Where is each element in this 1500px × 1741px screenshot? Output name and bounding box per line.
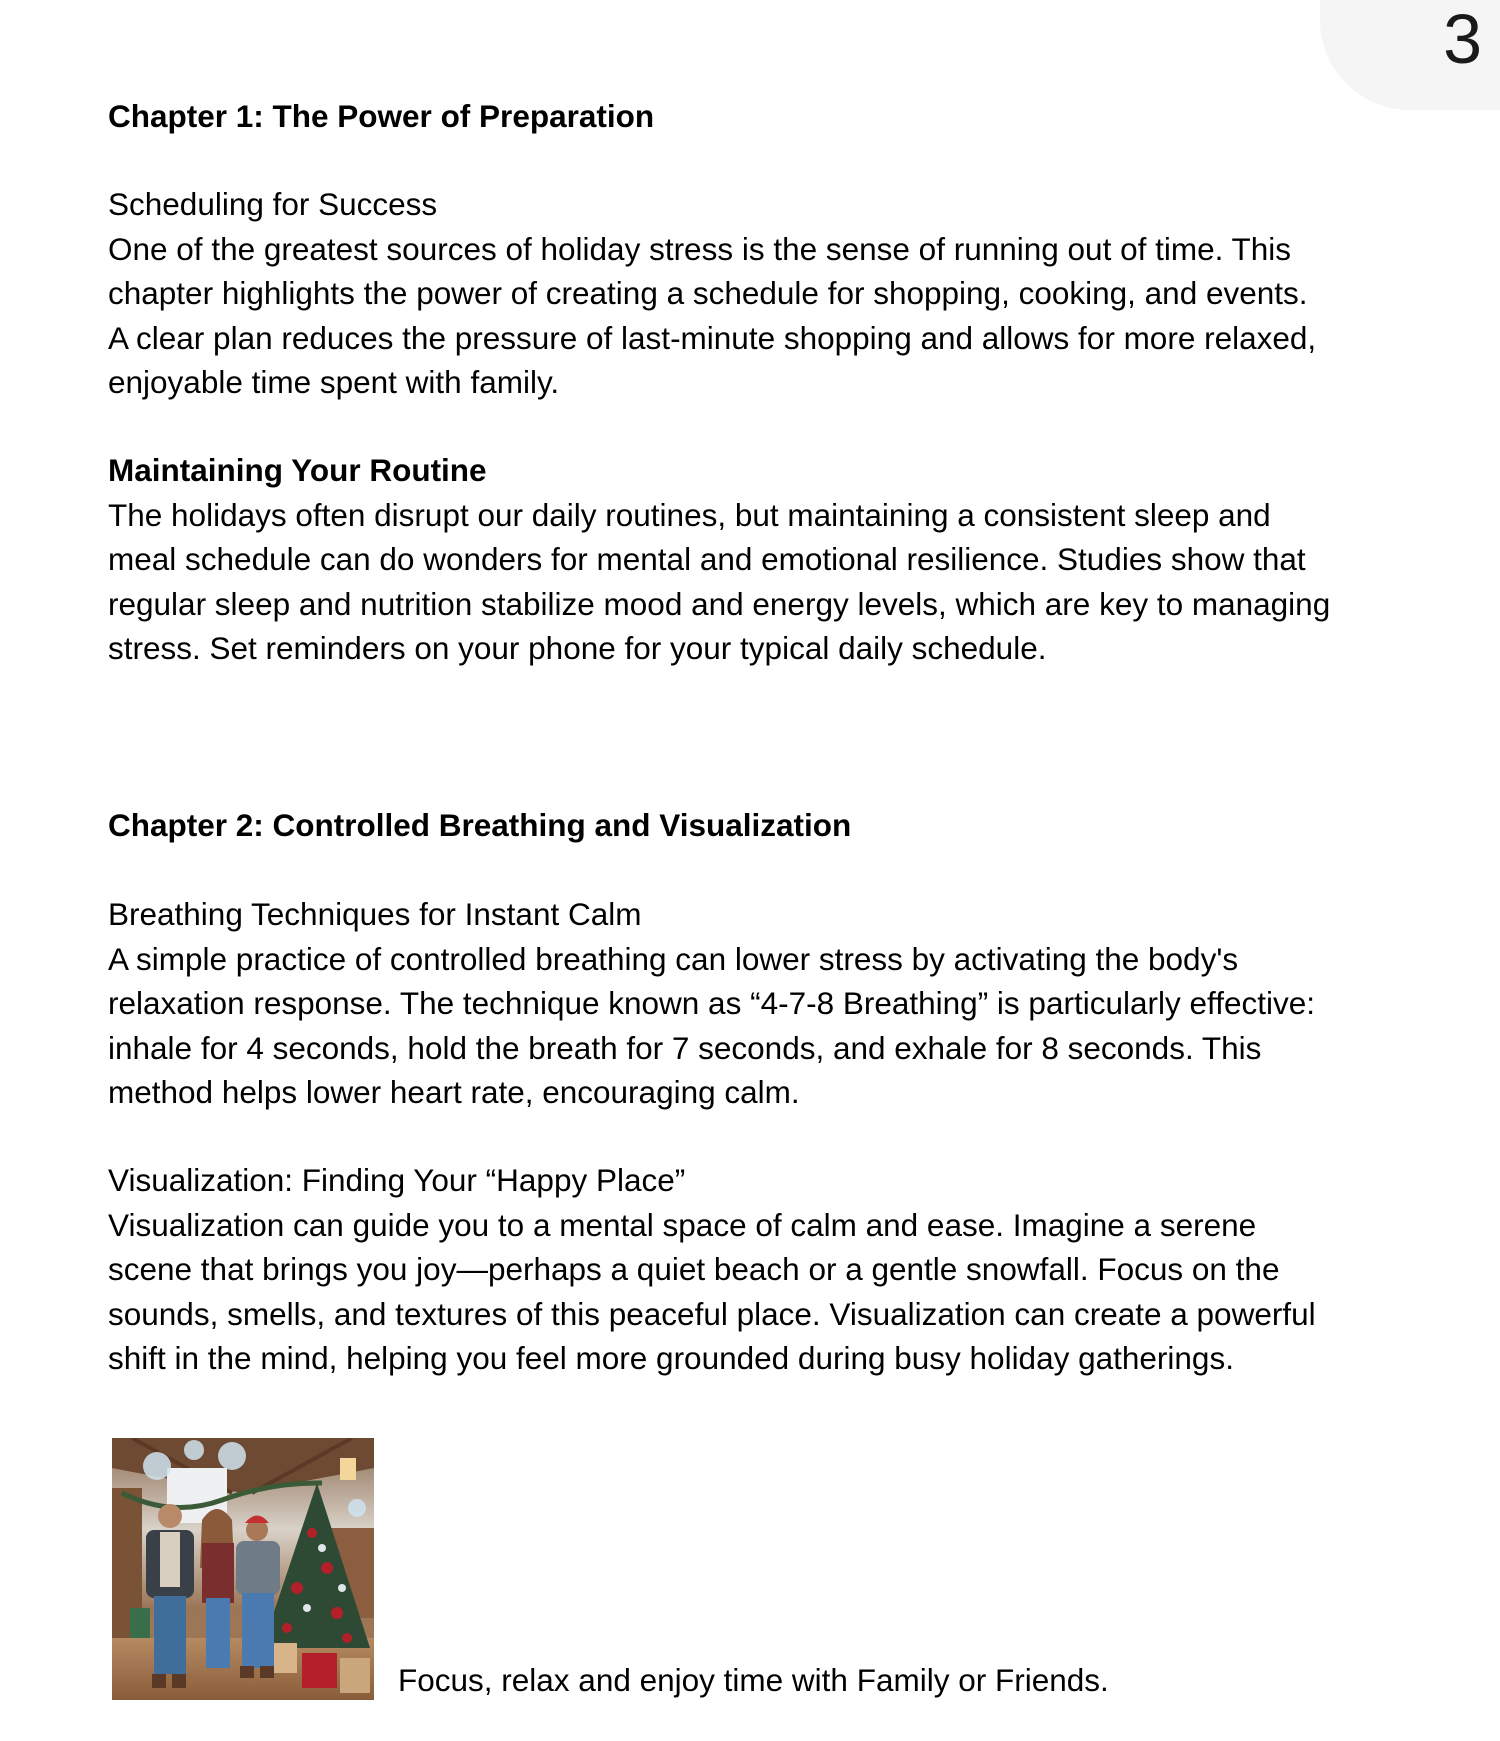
chapter-1-title: Chapter 1: The Power of Preparation <box>108 98 655 134</box>
section-breathing <box>108 892 1315 1115</box>
chapter-2-title: Chapter 2: Controlled Breathing and Visualization <box>108 807 852 843</box>
paragraph-line: shift in the mind, helping you feel more grounded during busy holiday gatherings. <box>108 1340 1234 1376</box>
paragraph-line: sounds, smells, and textures of this peaceful place. Visualization can create a powerful <box>108 1295 1316 1332</box>
paragraph-line: meal schedule can do wonders for mental and emotional resilience. Studies show that <box>108 541 1306 577</box>
paragraph-line: One of the greatest sources of holiday stress is the sense of running out of time. This <box>108 230 1292 267</box>
paragraph-line: inhale for 4 seconds, hold the breath for 7 seconds, and exhale for 8 seconds. This <box>108 1029 1262 1066</box>
paragraph-line: A clear plan reduces the pressure of last-minute shopping and allows for more relaxed, <box>108 319 1317 356</box>
paragraph-line: scene that brings you joy—perhaps a quiet beach or a gentle snowfall. Focus on the <box>108 1251 1280 1287</box>
holiday-shop-image <box>112 1438 374 1700</box>
paragraph-line: enjoyable time spent with family. <box>108 364 560 400</box>
section-routine <box>108 448 1330 671</box>
paragraph-line: stress. Set reminders on your phone for your typical daily schedule. <box>108 630 1047 666</box>
section-heading: Visualization: Finding Your “Happy Place” <box>108 1162 686 1198</box>
section-heading: Maintaining Your Routine <box>108 452 487 488</box>
paragraph-line: The holidays often disrupt our daily routines, but maintaining a consistent sleep and <box>108 496 1271 533</box>
figure-caption: Focus, relax and enjoy time with Family or Friends. <box>398 1662 1109 1698</box>
section-scheduling <box>108 182 1316 405</box>
paragraph-line: Visualization can guide you to a mental space of calm and ease. Imagine a serene <box>108 1206 1257 1243</box>
paragraph-line: chapter highlights the power of creating a schedule for shopping, cooking, and events. <box>108 275 1308 311</box>
paragraph-line: A simple practice of controlled breathing can lower stress by activating the body's <box>108 940 1239 977</box>
section-heading: Breathing Techniques for Instant Calm <box>108 896 642 932</box>
section-visualization <box>108 1158 1316 1381</box>
paragraph-line: regular sleep and nutrition stabilize mood and energy levels, which are key to managing <box>108 585 1331 622</box>
page-number: 3 <box>1443 0 1482 78</box>
paragraph-line: relaxation response. The technique known as “4-7-8 Breathing” is particularly effective: <box>108 985 1315 1021</box>
paragraph-line: method helps lower heart rate, encouraging calm. <box>108 1074 800 1110</box>
section-heading: Scheduling for Success <box>108 186 438 222</box>
holiday-shop-illustration <box>112 1438 374 1700</box>
